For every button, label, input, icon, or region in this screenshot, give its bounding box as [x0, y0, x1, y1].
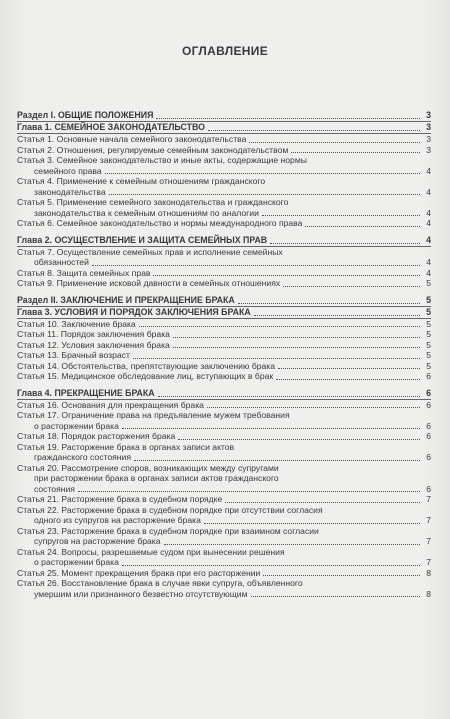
- dot-leader: [270, 242, 420, 244]
- toc-line: [17, 218, 431, 229]
- dot-leader: [92, 264, 420, 266]
- toc-entry-text: Статья 21. Расторжение брака в судебном порядке: [17, 494, 223, 504]
- toc-line: [17, 268, 431, 279]
- toc-entry: [17, 371, 431, 382]
- toc-heading: [17, 235, 431, 246]
- page-number: 7: [426, 494, 431, 504]
- toc-entry-text: Раздел I. ОБЩИЕ ПОЛОЖЕНИЯ: [17, 110, 154, 120]
- toc-entry-text: обязанностей: [34, 257, 89, 267]
- toc-entry: [17, 400, 431, 411]
- toc-entry-text: Статья 5. Применение семейного законодательства и гражданского: [17, 197, 289, 207]
- page-number: 4: [426, 267, 431, 278]
- toc-entry: [17, 361, 431, 372]
- toc-line: [17, 463, 431, 474]
- page-number: 6: [426, 431, 431, 441]
- toc-entry: [17, 340, 431, 351]
- page-number: 6: [426, 420, 431, 431]
- toc-line: [17, 187, 431, 198]
- toc-entry-text: Статья 6. Семейное законодательство и нормы международного права: [17, 218, 303, 228]
- toc-entry: [17, 578, 431, 599]
- toc-heading: [17, 388, 431, 399]
- page-number: 7: [426, 536, 431, 546]
- dot-leader: [109, 193, 420, 195]
- toc-entry: [17, 134, 431, 145]
- dot-leader: [208, 129, 420, 131]
- toc-entry: [17, 145, 431, 156]
- page-number: 3: [426, 110, 431, 120]
- toc-line: [17, 536, 431, 547]
- page-number: 7: [426, 557, 431, 567]
- dot-leader: [305, 225, 420, 227]
- toc-entry: [17, 505, 431, 526]
- page-number: 4: [426, 257, 431, 267]
- toc-entry-text: Статья 14. Обстоятельства, препятствующие заключению брака: [17, 360, 276, 371]
- toc-line: [17, 155, 431, 166]
- toc-entry-text: гражданского состояния: [34, 452, 131, 462]
- page-number: 6: [426, 399, 431, 410]
- page-number: 6: [426, 483, 431, 494]
- toc-entry-text: Глава 1. СЕМЕЙНОЕ ЗАКОНОДАТЕЛЬСТВО: [17, 122, 206, 132]
- dot-leader: [262, 214, 420, 216]
- toc-entry: [17, 547, 431, 568]
- toc-line: [17, 371, 431, 382]
- toc-line: [17, 431, 431, 442]
- toc-line: [17, 526, 431, 537]
- toc-entry-text: Статья 10. Заключение брака: [17, 318, 136, 329]
- toc-entry-text: Статья 13. Брачный возраст: [17, 350, 130, 360]
- toc-line: [17, 340, 431, 351]
- toc-line: [17, 197, 431, 208]
- toc-heading: [17, 122, 431, 133]
- toc-line: [17, 235, 431, 246]
- toc-line: [17, 568, 431, 579]
- toc-entry-text: Статья 16. Основания для прекращения брака: [17, 399, 204, 410]
- page-number: 8: [426, 567, 431, 578]
- toc-line: [17, 505, 431, 516]
- toc-entry: [17, 218, 431, 229]
- toc-entry-text: Статья 4. Применение к семейным отношениям гражданского: [17, 176, 266, 186]
- toc-line: [17, 589, 431, 600]
- toc-entry-text: Статья 26. Восстановление брака в случае явки супруга, объявленного: [17, 578, 303, 588]
- toc-line: [17, 247, 431, 258]
- toc-entry-text: Статья 3. Семейное законодательство и иные акты, содержащие нормы: [17, 155, 307, 165]
- toc-line: [17, 442, 431, 453]
- toc-entry-text: о расторжении брака: [34, 557, 119, 567]
- toc-entry: [17, 319, 431, 330]
- toc-entry-text: Статья 17. Ограничение права на предъявление мужем требования: [17, 410, 290, 420]
- dot-leader: [278, 367, 420, 369]
- page-number: 6: [426, 371, 431, 381]
- toc-entry-text: Статья 19. Расторжение брака в органах записи актов: [17, 441, 235, 452]
- toc-line: [17, 278, 431, 289]
- toc-entry-text: Статья 25. Момент прекращения брака при его расторжении: [17, 567, 261, 578]
- toc-entry-text: одного из супругов на расторжение брака: [34, 515, 201, 525]
- toc-heading: [17, 110, 431, 121]
- toc-entry-text: законодательства: [34, 186, 106, 197]
- dot-leader: [173, 346, 420, 348]
- toc-line: [17, 110, 431, 121]
- dot-leader: [251, 595, 421, 597]
- dot-leader: [254, 314, 420, 316]
- toc-entry: [17, 494, 431, 505]
- toc-entry: [17, 278, 431, 289]
- toc-line: [17, 134, 431, 145]
- toc-line: [17, 452, 431, 463]
- dot-leader: [139, 325, 420, 327]
- toc-line: [17, 410, 431, 421]
- toc-line: [17, 400, 431, 411]
- dot-leader: [283, 285, 420, 287]
- dot-leader: [207, 406, 420, 408]
- toc-line: [17, 388, 431, 399]
- toc-entry-text: Статья 1. Основные начала семейного законодательства: [17, 134, 247, 144]
- page-number: 5: [426, 360, 431, 371]
- dot-leader: [276, 378, 420, 380]
- dot-leader: [105, 172, 420, 174]
- toc-line: [17, 350, 431, 361]
- toc-entry-text: Глава 4. ПРЕКРАЩЕНИЕ БРАКА: [17, 387, 155, 398]
- toc-entry-text: супругов на расторжение брака: [34, 536, 161, 546]
- toc-entry-text: Статья 7. Осуществление семейных прав и исполнение семейных: [17, 246, 283, 257]
- page-number: 4: [426, 186, 431, 197]
- toc-entry-text: Статья 24. Вопросы, разрешаемые судом при вынесении решения: [17, 546, 285, 557]
- toc-entry-text: Статья 15. Медицинское обследование лиц, вступающих в брак: [17, 371, 274, 381]
- toc-line: [17, 515, 431, 526]
- page-number: 4: [426, 234, 431, 245]
- toc-entry-text: законодательства к семейным отношениям по аналогии: [34, 207, 259, 218]
- dot-leader: [156, 117, 420, 119]
- toc-line: [17, 145, 431, 156]
- toc-entry-text: Статья 20. Рассмотрение споров, возникающих между супругами: [17, 462, 279, 473]
- toc-heading: [17, 295, 431, 306]
- toc-entry-text: Статья 23. Расторжение брака в судебном порядке при взаимном согласии: [17, 525, 319, 536]
- toc-entry: [17, 410, 431, 431]
- dot-leader: [225, 501, 420, 503]
- page-number: 3: [426, 122, 431, 132]
- toc-entry-text: Статья 9. Применение исковой давности в семейных отношениях: [17, 278, 281, 288]
- toc-line: [17, 257, 431, 268]
- toc-entry: [17, 526, 431, 547]
- toc-line: [17, 208, 431, 219]
- dot-leader: [249, 141, 420, 143]
- page-number: 5: [426, 278, 431, 288]
- toc-entry-text: Глава 2. ОСУЩЕСТВЛЕНИЕ И ЗАЩИТА СЕМЕЙНЫХ ПРАВ: [17, 234, 268, 245]
- toc-line: [17, 329, 431, 340]
- toc-entry: [17, 463, 431, 495]
- toc-line: [17, 166, 431, 177]
- toc-line: [17, 578, 431, 589]
- toc-entry-text: умершим или признанного безвестно отсутствующим: [34, 588, 248, 599]
- toc-entry: [17, 568, 431, 579]
- toc-line: [17, 361, 431, 372]
- toc-line: [17, 319, 431, 330]
- toc-entry-text: Раздел II. ЗАКЛЮЧЕНИЕ И ПРЕКРАЩЕНИЕ БРАКА: [17, 294, 235, 305]
- page-number: 4: [426, 218, 431, 228]
- dot-leader: [164, 543, 420, 545]
- toc-line: [17, 484, 431, 495]
- page-number: 5: [426, 329, 431, 339]
- page-title: ОГЛАВЛЕНИЕ: [181, 44, 268, 58]
- toc-entry-text: состояния: [34, 483, 75, 494]
- page-number: 5: [426, 350, 431, 360]
- toc-line: [17, 421, 431, 432]
- toc-entry-text: Статья 22. Расторжение брака в судебном порядке при отсутствии согласия: [17, 504, 323, 515]
- toc-entry: [17, 442, 431, 463]
- page-number: 5: [426, 294, 431, 305]
- toc-line: [17, 122, 431, 133]
- dot-leader: [153, 274, 420, 276]
- toc-entry-text: Статья 8. Защита семейных прав: [17, 267, 151, 278]
- toc-entry: [17, 197, 431, 218]
- toc-entry-text: семейного права: [34, 165, 102, 176]
- dot-leader: [122, 427, 420, 429]
- toc-entry-text: о расторжении брака: [34, 420, 119, 431]
- toc-entry: [17, 329, 431, 340]
- dot-leader: [158, 395, 420, 397]
- page-number: 8: [426, 588, 431, 599]
- toc-entry: [17, 268, 431, 279]
- toc-entry-text: Глава 3. УСЛОВИЯ И ПОРЯДОК ЗАКЛЮЧЕНИЯ БРАКА: [17, 306, 251, 317]
- dot-leader: [204, 522, 420, 524]
- page-number: 3: [426, 144, 431, 155]
- page-number: 3: [426, 134, 431, 144]
- toc-entry-text: при расторжении брака в органах записи актов гражданского: [34, 473, 279, 483]
- toc-line: [17, 176, 431, 187]
- dot-leader: [291, 151, 420, 153]
- toc-heading: [17, 307, 431, 318]
- toc-line: [17, 494, 431, 505]
- toc-line: [17, 473, 431, 484]
- toc-entry: [17, 431, 431, 442]
- toc-entry-text: Статья 2. Отношения, регулируемые семейным законодательством: [17, 144, 289, 155]
- dot-leader: [134, 459, 420, 461]
- table-of-contents: [17, 110, 431, 599]
- page-number: 4: [426, 207, 431, 218]
- dot-leader: [133, 357, 420, 359]
- toc-line: [17, 307, 431, 318]
- dot-leader: [238, 302, 420, 304]
- page-number: 4: [426, 165, 431, 176]
- dot-leader: [122, 564, 420, 566]
- toc-line: [17, 557, 431, 568]
- page-number: 5: [426, 339, 431, 350]
- dot-leader: [173, 336, 420, 338]
- toc-line: [17, 547, 431, 558]
- toc-entry: [17, 155, 431, 176]
- page-number: 5: [426, 318, 431, 329]
- dot-leader: [178, 438, 420, 440]
- page-number: 7: [426, 515, 431, 525]
- toc-entry-text: Статья 11. Порядок заключения брака: [17, 329, 170, 339]
- toc-entry: [17, 350, 431, 361]
- dot-leader: [78, 490, 420, 492]
- page-number: 6: [426, 387, 431, 398]
- toc-entry: [17, 176, 431, 197]
- page-number: 6: [426, 452, 431, 462]
- toc-entry: [17, 247, 431, 268]
- dot-leader: [263, 574, 420, 576]
- toc-entry-text: Статья 12. Условия заключения брака: [17, 339, 170, 350]
- toc-line: [17, 295, 431, 306]
- toc-entry-text: Статья 18. Порядок расторжения брака: [17, 431, 176, 441]
- page-number: 5: [426, 306, 431, 317]
